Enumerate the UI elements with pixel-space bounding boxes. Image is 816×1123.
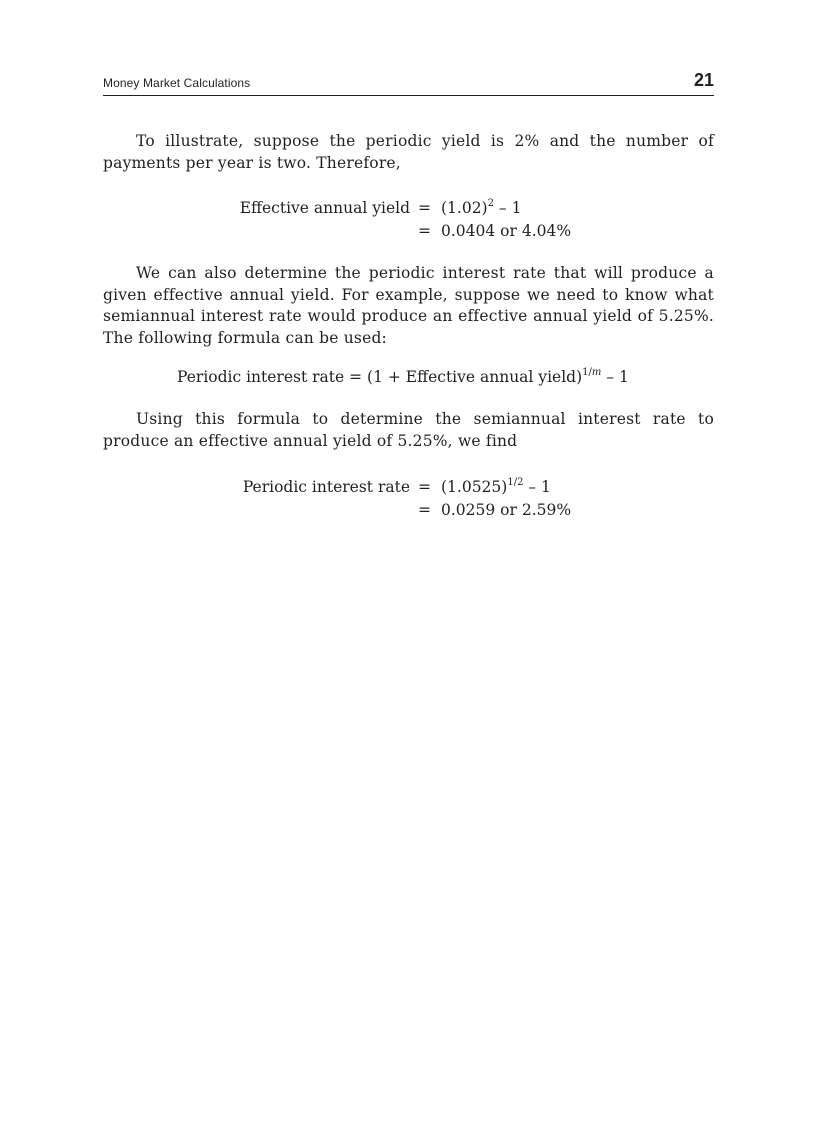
equation-rhs-line-2: 0.0259 or 2.59% xyxy=(441,501,572,519)
equation-lhs: Effective annual yield xyxy=(239,199,410,217)
paragraph-periodic-rate xyxy=(103,263,714,349)
paragraph-illustration xyxy=(103,131,714,174)
page-number: 21 xyxy=(693,70,714,90)
equation-lhs: Periodic interest rate xyxy=(242,478,410,496)
equation-rhs-line-1 xyxy=(441,478,551,496)
page-header xyxy=(103,68,714,96)
formula-exponent-variable: m xyxy=(591,366,602,378)
rhs-exponent: 2 xyxy=(487,197,494,209)
formula-tail: – 1 xyxy=(601,368,629,386)
paragraph-semiannual xyxy=(103,409,714,452)
equals-sign: = xyxy=(418,222,431,240)
running-head-title: Money Market Calculations xyxy=(103,76,251,90)
equals-sign: = xyxy=(418,199,431,217)
rhs-exponent: 1/2 xyxy=(507,476,524,488)
equation-rhs-line-2: 0.0404 or 4.04% xyxy=(441,222,572,240)
periodic-rate-formula xyxy=(177,368,629,386)
equals-sign: = xyxy=(418,478,431,496)
rhs-tail: – 1 xyxy=(523,478,551,496)
formula-text: Periodic interest rate = (1 + Effective annual yield) xyxy=(177,368,583,386)
rhs-base: (1.0525) xyxy=(441,478,508,496)
equals-sign: = xyxy=(418,501,431,519)
rhs-base: (1.02) xyxy=(441,199,488,217)
paragraph-text: To illustrate, suppose the periodic yield is 2% and the number of payments per year is two. Therefore, xyxy=(103,132,714,172)
formula-exponent-prefix: 1/ xyxy=(582,366,592,378)
paragraph-text: Using this formula to determine the semiannual interest rate to produce an effective annual yield of 5.25%, we find xyxy=(103,410,714,450)
formula-exponent xyxy=(582,367,601,378)
rhs-tail: – 1 xyxy=(493,199,522,217)
paragraph-text: We can also determine the periodic interest rate that will produce a given effective annual yield. For example, suppose we need to know what semiannual interest rate would produce an effective annual yield of 5.25%. The following formula can be used: xyxy=(103,264,714,347)
equation-rhs-line-1 xyxy=(441,199,521,217)
